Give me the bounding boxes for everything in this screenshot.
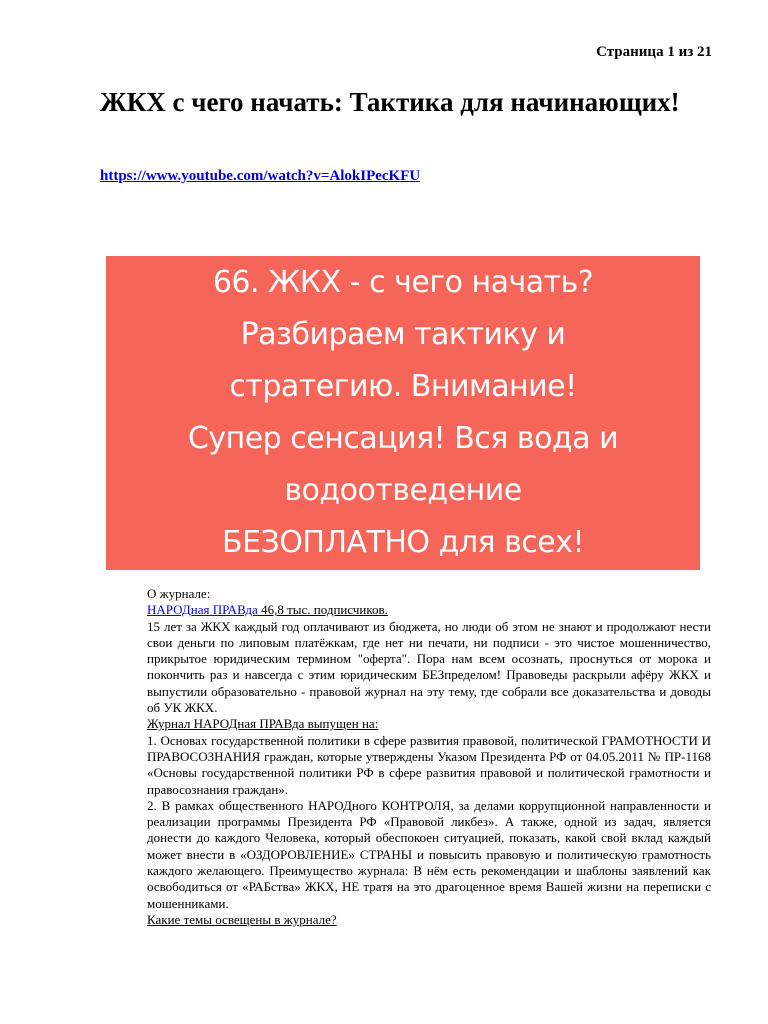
video-thumbnail-banner[interactable] [106, 256, 700, 570]
youtube-link[interactable]: https://www.youtube.com/watch?v=AlokIPecKFU [100, 168, 421, 184]
subscribers-count: 46,8 тыс. подписчиков. [257, 602, 388, 618]
banner-line: стратегию. Внимание! [229, 369, 577, 404]
banner-line: Супер сенсация! Вся вода и [187, 421, 619, 456]
topics-label: Какие темы освещены в журнале? [147, 911, 337, 927]
intro-paragraph: 15 лет за ЖКХ каждый год оплачивают из бюджета, но люди об этом не знают и продолжают нести свои деньги по липовым платёжкам, где нет ни печати, ни подписи - это чистое мошенничество, прикрытое юридическим термином "оферта". Пора нам всем осознать, проснуться от морока и покончить раз и навсегда с этим юридическим БЕЗпределом! Правоведы раскрыли афёру ЖКХ и выпустили образовательно - правовой журнал на эту тему, где собрали все доказательства и доводы об УК ЖКХ. [147, 618, 711, 716]
journal-line [147, 602, 711, 618]
issued-label: Журнал НАРОДная ПРАВда выпущен на: [147, 716, 379, 732]
banner-line: 66. ЖКХ - с чего начать? [212, 265, 594, 300]
banner-line: БЕЗОПЛАТНО для всех! [222, 525, 584, 560]
point-1-paragraph: 1. Основах государственной политики в сфере развития правовой, политической ГРАМОТНОСТИ И ПРАВОСОЗНАНИЯ граждан, которые утверждены Указом Президента РФ от 04.05.2011 № ПР-1168 «Основы государственной политики РФ в сфере развития правовой и политической грамотности и правосознания граждан». [147, 732, 711, 797]
banner-line: водоотведение [284, 473, 522, 508]
about-label: О журнале: [147, 586, 211, 601]
journal-link[interactable]: НАРОДная ПРАВда [147, 602, 258, 618]
banner-line: Разбираем тактику и [240, 317, 566, 352]
point-2-paragraph: 2. В рамках общественного НАРОДного КОНТРОЛЯ, за делами коррупционной направленности и реализации программы Президента РФ «Правовой ликбез». А также, одной из задач, является донести до каждого Человека, который обеспокоен ситуацией, показать, какой свой вклад каждый может внести в «ОЗДОРОВЛЕНИЕ» СТРАНЫ и повысить правовую и политическую грамотность каждого желающего. Преимущество журнала: В нём есть рекомендации и шаблоны заявлений как освободиться от «РАБства» ЖКХ, НЕ тратя на это драгоценное время Вашей жизни на переписки с мошенниками. [147, 797, 711, 911]
document-body [147, 586, 711, 928]
page-counter: Страница 1 из 21 [596, 44, 712, 60]
document-title: ЖКХ с чего начать: Тактика для начинающих! [100, 87, 680, 117]
